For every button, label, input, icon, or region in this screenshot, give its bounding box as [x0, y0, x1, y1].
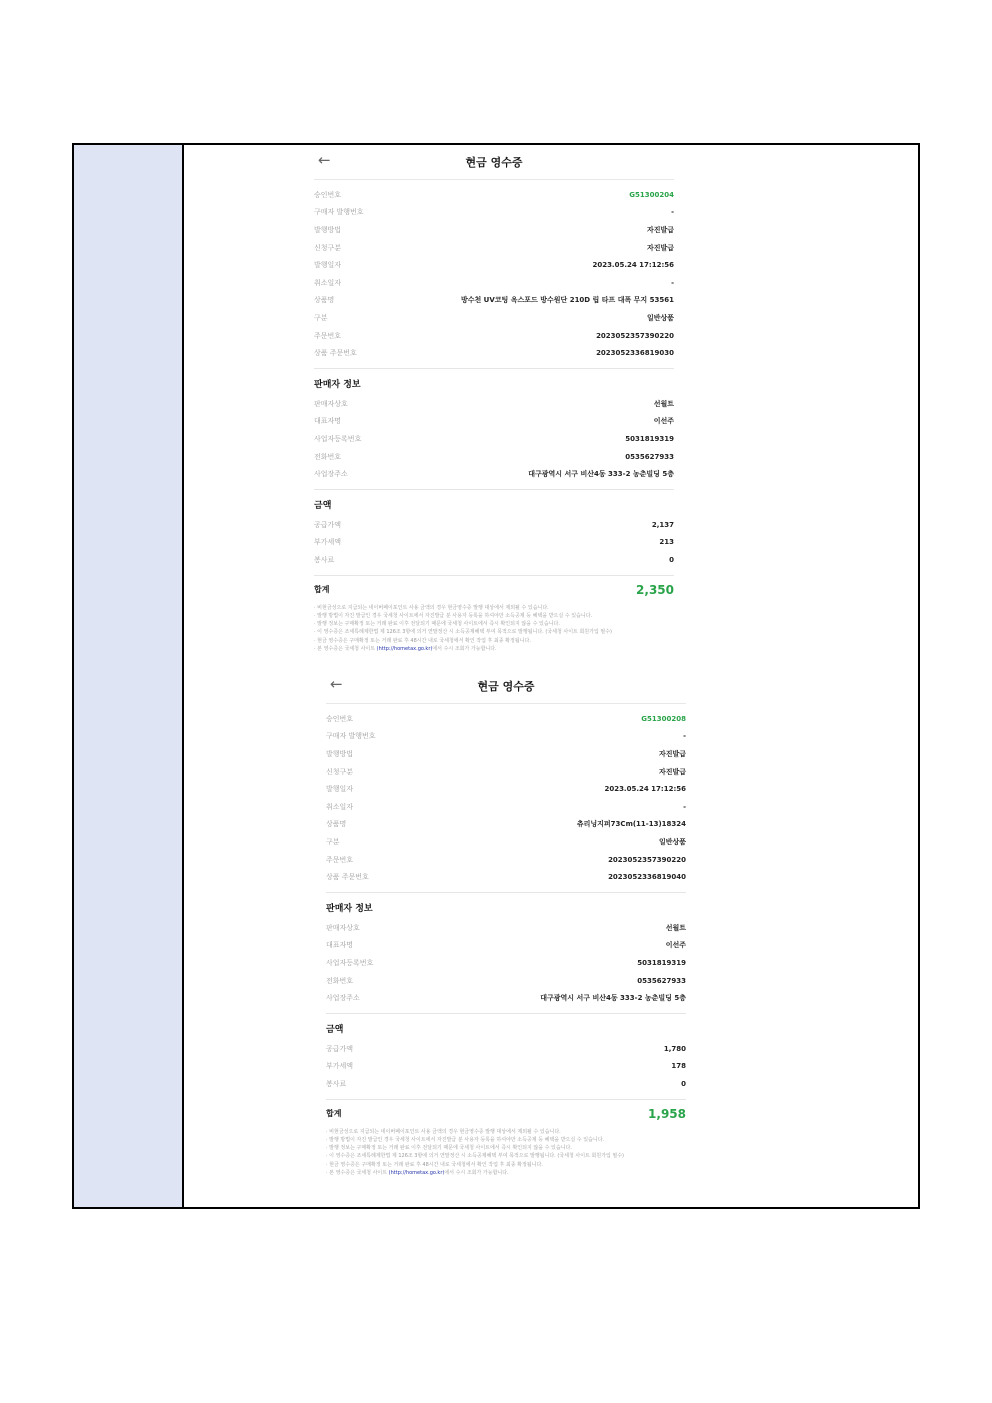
- note-line: [326, 1169, 686, 1177]
- receipt-title: 현금 영수증: [465, 156, 523, 169]
- seller-row: [326, 954, 686, 972]
- detail-row: [326, 833, 686, 851]
- detail-value: 2023052357390220: [596, 331, 674, 340]
- detail-label: 구매자 발행번호: [314, 208, 364, 217]
- receipt-notes: [314, 604, 674, 653]
- detail-value: 일반상품: [658, 837, 686, 846]
- detail-label: 주문번호: [314, 331, 342, 340]
- detail-label: 상품명: [314, 296, 335, 305]
- amount-value: 1,780: [663, 1044, 686, 1053]
- detail-row: [326, 710, 686, 728]
- detail-label: 승인번호: [326, 714, 354, 723]
- detail-row: [314, 221, 674, 239]
- receipt-details: [326, 710, 686, 886]
- approval-number: G51300204: [629, 190, 674, 199]
- detail-row: [326, 745, 686, 763]
- note-text: · 본 영수증은 국세청 사이트: [314, 645, 377, 652]
- detail-label: 발행방법: [326, 749, 354, 758]
- note-text: 에서 수시 조회가 가능합니다.: [444, 1169, 509, 1176]
- seller-value: 이선주: [653, 417, 674, 426]
- seller-label: 사업자등록번호: [314, 434, 362, 443]
- divider: [314, 489, 674, 490]
- total-row: [314, 578, 674, 602]
- receipt-details: [314, 186, 674, 362]
- divider: [326, 1099, 686, 1100]
- seller-row: [326, 919, 686, 937]
- detail-row: [314, 274, 674, 292]
- amount-row: [326, 1040, 686, 1058]
- note-line: · 비현금성으로 지급되는 네이버페이포인트 사용 금액의 경우 현금영수증 발행 대상에서 제외될 수 있습니다.: [326, 1128, 561, 1135]
- receipt-header: [314, 149, 674, 180]
- receipt-column: [184, 145, 918, 1207]
- document-frame: [72, 143, 920, 1209]
- seller-label: 사업장주소: [326, 994, 360, 1003]
- seller-row: [326, 937, 686, 955]
- amount-value: 2,137: [651, 520, 674, 529]
- detail-label: 구분: [314, 313, 328, 322]
- detail-label: 발행방법: [314, 225, 342, 234]
- detail-value: 자진발급: [646, 243, 674, 252]
- amount-value: 0: [669, 555, 674, 564]
- seller-section-title: 판매자 정보: [314, 379, 361, 390]
- detail-row: [326, 763, 686, 781]
- note-line: · 발행 정보는 구매확정 또는 거래 완료 이후 전달되기 때문에 국세청 사이트에서 즉시 확인되지 않을 수 있습니다.: [314, 621, 560, 628]
- seller-row: [314, 448, 674, 466]
- seller-label: 판매자상호: [326, 923, 360, 932]
- divider: [326, 892, 686, 893]
- amount-row: [314, 534, 674, 552]
- back-arrow-icon[interactable]: ←: [318, 151, 331, 169]
- total-amount: 2,350: [636, 582, 674, 597]
- seller-label: 전화번호: [326, 976, 354, 985]
- hometax-link[interactable]: (http://hometax.go.kr): [388, 1169, 445, 1176]
- note-line: · 발행 방법이 자진 발급인 경우 국세청 사이트에서 자진발급 분 사용자 등록을 하셔야만 소득공제 등 혜택을 받으실 수 있습니다.: [314, 612, 593, 619]
- back-arrow-icon[interactable]: ←: [330, 675, 343, 693]
- total-label: 합계: [314, 585, 330, 595]
- divider: [314, 368, 674, 369]
- seller-row: [314, 413, 674, 431]
- amount-section-title: 금액: [314, 500, 332, 511]
- detail-row: [326, 816, 686, 834]
- seller-row: [314, 465, 674, 483]
- detail-row: [314, 256, 674, 274]
- receipt-title: 현금 영수증: [477, 680, 535, 693]
- amount-label: 봉사료: [314, 555, 335, 564]
- seller-value: 0535627933: [625, 452, 674, 461]
- note-line: · 비현금성으로 지급되는 네이버페이포인트 사용 금액의 경우 현금영수증 발행 대상에서 제외될 수 있습니다.: [314, 604, 549, 611]
- total-amount: 1,958: [648, 1106, 686, 1121]
- amount-label: 공급가액: [326, 1044, 354, 1053]
- note-line: · 현금 영수증은 구매확정 또는 거래 완료 후 48시간 내로 국세청에서 확인 작업 후 최종 확정됩니다.: [326, 1161, 543, 1168]
- amount-label: 부가세액: [314, 538, 342, 547]
- detail-row: [314, 309, 674, 327]
- amount-row: [326, 1058, 686, 1076]
- detail-value: 2023052336819030: [596, 349, 674, 358]
- total-label: 합계: [326, 1109, 342, 1119]
- detail-label: 구분: [326, 837, 340, 846]
- detail-value: -: [683, 802, 686, 811]
- amount-label: 봉사료: [326, 1079, 347, 1088]
- seller-label: 사업자등록번호: [326, 958, 374, 967]
- left-column: [74, 145, 184, 1207]
- cash-receipt-2: [326, 673, 686, 1177]
- seller-label: 전화번호: [314, 452, 342, 461]
- amount-row: [326, 1075, 686, 1093]
- receipt-header: [326, 673, 686, 704]
- total-row: [326, 1102, 686, 1126]
- seller-label: 사업장주소: [314, 470, 348, 479]
- detail-label: 발행일자: [314, 261, 342, 270]
- amount-label: 부가세액: [326, 1062, 354, 1071]
- detail-value: 일반상품: [646, 313, 674, 322]
- seller-label: 판매자상호: [314, 399, 348, 408]
- seller-value: 이선주: [665, 941, 686, 950]
- seller-row: [314, 395, 674, 413]
- detail-value: 2023.05.24 17:12:56: [592, 261, 674, 270]
- detail-value: -: [671, 208, 674, 217]
- receipt-notes: [326, 1128, 686, 1177]
- note-line: · 발행 정보는 구매확정 또는 거래 완료 이후 전달되기 때문에 국세청 사이트에서 즉시 확인되지 않을 수 있습니다.: [326, 1145, 572, 1152]
- note-line: · 현금 영수증은 구매확정 또는 거래 완료 후 48시간 내로 국세청에서 확인 작업 후 최종 확정됩니다.: [314, 637, 531, 644]
- approval-number: G51300208: [641, 714, 686, 723]
- detail-label: 승인번호: [314, 190, 342, 199]
- seller-section-title: 판매자 정보: [326, 903, 373, 914]
- amount-row: [314, 551, 674, 569]
- amount-value: 178: [671, 1062, 686, 1071]
- seller-value: 대구광역시 서구 비산4동 333-2 농춘빌딩 5층: [528, 470, 674, 479]
- hometax-link[interactable]: (http://hometax.go.kr): [376, 645, 433, 652]
- detail-value: 자진발급: [646, 225, 674, 234]
- detail-value: 2023.05.24 17:12:56: [604, 785, 686, 794]
- detail-label: 상품 주문번호: [326, 873, 369, 882]
- seller-label: 대표자명: [314, 417, 342, 426]
- amount-value: 0: [681, 1079, 686, 1088]
- product-name: 방수천 UV코팅 옥스포드 방수원단 210D 립 타프 대폭 무지 53561: [460, 296, 674, 305]
- seller-value: 선월트: [653, 399, 674, 408]
- seller-row: [326, 972, 686, 990]
- detail-row: [314, 204, 674, 222]
- seller-value: 0535627933: [637, 976, 686, 985]
- seller-row: [326, 989, 686, 1007]
- note-line: · 발행 방법이 자진 발급인 경우 국세청 사이트에서 자진발급 분 사용자 등록을 하셔야만 소득공제 등 혜택을 받으실 수 있습니다.: [326, 1136, 605, 1143]
- detail-row: [314, 292, 674, 310]
- detail-row: [326, 868, 686, 886]
- detail-value: 2023052336819040: [608, 873, 686, 882]
- detail-value: -: [671, 278, 674, 287]
- seller-value: 5031819319: [637, 958, 686, 967]
- detail-label: 상품명: [326, 820, 347, 829]
- note-line: [314, 645, 674, 653]
- seller-value: 대구광역시 서구 비산4동 333-2 농춘빌딩 5층: [540, 994, 686, 1003]
- seller-row: [314, 430, 674, 448]
- cash-receipt-1: [314, 149, 674, 653]
- divider: [326, 1013, 686, 1014]
- detail-row: [314, 239, 674, 257]
- seller-label: 대표자명: [326, 941, 354, 950]
- divider: [314, 575, 674, 576]
- detail-label: 주문번호: [326, 855, 354, 864]
- note-text: 에서 수시 조회가 가능합니다.: [432, 645, 497, 652]
- detail-row: [314, 327, 674, 345]
- amount-row: [314, 516, 674, 534]
- detail-label: 구매자 발행번호: [326, 732, 376, 741]
- detail-row: [326, 851, 686, 869]
- seller-value: 5031819319: [625, 434, 674, 443]
- detail-label: 취소일자: [314, 278, 342, 287]
- detail-row: [326, 798, 686, 816]
- detail-row: [314, 186, 674, 204]
- amount-label: 공급가액: [314, 520, 342, 529]
- detail-value: 자진발급: [658, 749, 686, 758]
- detail-label: 신청구분: [326, 767, 354, 776]
- amount-section-title: 금액: [326, 1024, 344, 1035]
- note-text: · 본 영수증은 국세청 사이트: [326, 1169, 389, 1176]
- detail-row: [314, 344, 674, 362]
- detail-label: 발행일자: [326, 785, 354, 794]
- seller-value: 선월트: [665, 923, 686, 932]
- detail-value: -: [683, 732, 686, 741]
- detail-row: [326, 728, 686, 746]
- detail-row: [326, 780, 686, 798]
- detail-label: 상품 주문번호: [314, 349, 357, 358]
- detail-value: 2023052357390220: [608, 855, 686, 864]
- note-line: · 이 영수증은 조세특례제한법 제 126조 3항에 의거 연말정산 시 소득공제혜택 부여 목적으로 발행됩니다. (국세청 사이트 회원가입 필수): [314, 629, 612, 636]
- note-line: · 이 영수증은 조세특례제한법 제 126조 3항에 의거 연말정산 시 소득공제혜택 부여 목적으로 발행됩니다. (국세청 사이트 회원가입 필수): [326, 1153, 624, 1160]
- amount-value: 213: [659, 538, 674, 547]
- detail-label: 신청구분: [314, 243, 342, 252]
- detail-value: 자진발급: [658, 767, 686, 776]
- product-name: 츄리닝지퍼73Cm(11-13)18324: [576, 820, 686, 829]
- detail-label: 취소일자: [326, 802, 354, 811]
